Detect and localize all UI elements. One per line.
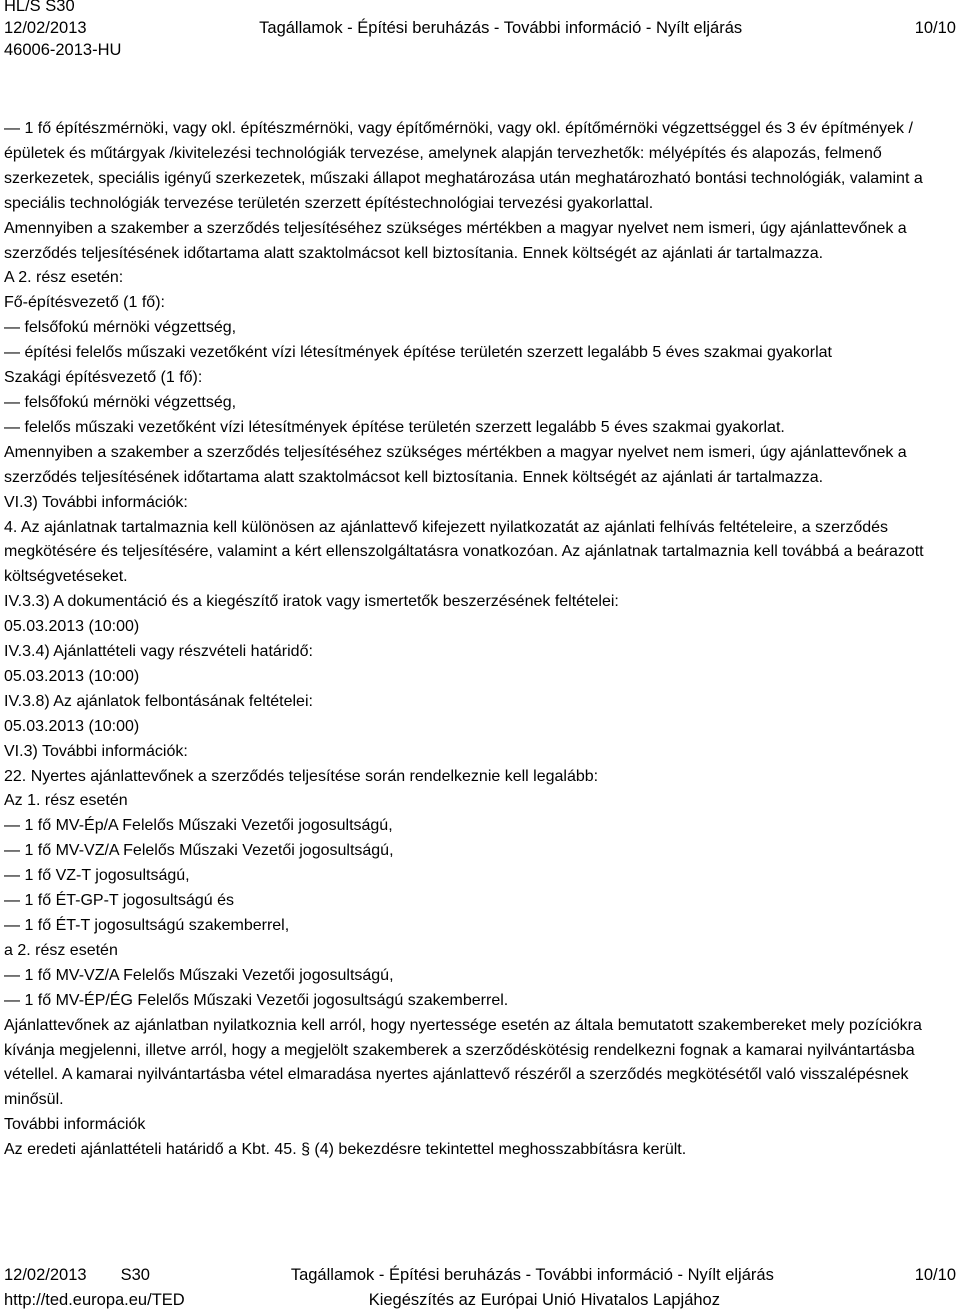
dash-list-item: — felelős műszaki vezetőként vízi létesítmények építése területén szerzett legalább 5 éves szakmai gyakorlat. [4,416,956,441]
body-paragraph: 05.03.2013 (10:00) [4,717,140,735]
footer-publisher: Kiegészítés az Európai Unió Hivatalos Lapjához [368,1291,720,1309]
body-paragraph: Szakági építésvezető (1 fő): [4,369,203,387]
body-paragraph: Amennyiben a szakember a szerződés teljesítéséhez szükséges mértékben a magyar nyelvet nem ismeri, úgy ajánlattevőnek a szerződés teljesítésének időtartama alatt szaktolmácsot kell biztosítania. Ennek költségét az ajánlati ár tartalmazza. [4,219,907,262]
footer-url[interactable]: http://ted.europa.eu/TED [4,1291,185,1309]
dash-list-item: — 1 fő ÉT-GP-T jogosultságú és [4,889,956,914]
header-title: Tagállamok - Építési beruházás - További információ - Nyílt eljárás [259,19,743,37]
footer-left [4,1264,150,1286]
body-paragraph: Az 1. rész esetén [4,792,128,810]
body-paragraph: IV.3.8) Az ajánlatok felbontásának feltételei: [4,692,313,710]
body-paragraph: 05.03.2013 (10:00) [4,618,140,636]
footer-series: S30 [120,1266,150,1284]
dash-list-item: — 1 fő MV-ÉP/ÉG Felelős Műszaki Vezetői jogosultságú szakemberrel. [4,989,956,1014]
dash-list-item: — 1 fő MV-VZ/A Felelős Műszaki Vezetői jogosultságú, [4,839,956,864]
dash-list-item: — 1 fő építészmérnöki, vagy okl. építészmérnöki, vagy építőmérnöki, vagy okl. építőmérnöki végzettséggel és 3 év építmények / épületek és műtárgyak /kivitelezési technológiák tervezése, amelynek alapján tervezhetők: mélyépítés és alapozás, felmenő szerkezetek, speciális igényű szerkezetek, műszaki állapot meghatározása után meghatározható bontási technológiák, valamint a speciális technológiák tervezése területén szerzett építéstechnológiai tervezési gyakorlattal. [4,117,956,217]
body-paragraph: Fő-építésvezető (1 fő): [4,294,165,312]
header-date: 12/02/2013 [4,19,87,37]
header-page-number: 10/10 [914,19,956,37]
body-paragraph: Ajánlattevőnek az ajánlatban nyilatkoznia kell arról, hogy nyertessége esetén az általa bemutatott szakembereket mely pozíciókra kívánja megjelenni, illetve arról, hogy a megjelölt szakemberek a szerződéskötésig rendelkezni fognak a kamarai nyilvántartásba vétellel. A kamarai nyilvántartásba vétel elmaradása nyertes ajánlattevő részéről a szerződés megkötésétől való visszalépésnek minősül. [4,1016,922,1109]
header-doc-number [4,39,956,61]
footer-row-2 [4,1289,956,1311]
body-paragraph: Az eredeti ajánlattételi határidő a Kbt. 45. § (4) bekezdésre tekintettel meghosszabbításra került. [4,1141,687,1159]
body-paragraph: VI.3) További információk: [4,493,188,511]
footer-row [4,1264,956,1286]
dash-list-item: — építési felelős műszaki vezetőként vízi létesítmények építése területén szerzett legalább 5 éves szakmai gyakorlat [4,341,956,366]
dash-list-item: — 1 fő ÉT-T jogosultságú szakemberrel, [4,914,956,939]
footer-date: 12/02/2013 [4,1266,87,1284]
body-paragraph: IV.3.3) A dokumentáció és a kiegészítő iratok vagy ismertetők beszerzésének feltételei: [4,593,619,611]
dash-list-item: — felsőfokú mérnöki végzettség, [4,316,956,341]
dash-list-item: — felsőfokú mérnöki végzettség, [4,391,956,416]
body-paragraph: 22. Nyertes ajánlattevőnek a szerződés teljesítése során rendelkeznie kell legalább: [4,767,599,785]
dash-list-item: — 1 fő MV-Ép/A Felelős Műszaki Vezetői jogosultságú, [4,814,956,839]
header-doc-type [4,0,956,17]
body-paragraph: További információk [4,1116,146,1134]
header-doc-number-text: 46006-2013-HU [4,41,122,59]
footer-page-number: 10/10 [914,1266,956,1284]
dash-list-item: — 1 fő VZ-T jogosultságú, [4,864,956,889]
header-doc-type-text: HL/S S30 [4,0,75,15]
body-paragraph: a 2. rész esetén [4,941,118,959]
footer-title: Tagállamok - Építési beruházás - További információ - Nyílt eljárás [290,1266,774,1284]
dash-list-item: — 1 fő MV-VZ/A Felelős Műszaki Vezetői jogosultságú, [4,964,956,989]
body-paragraph: A 2. rész esetén: [4,269,124,287]
document-body [4,117,956,1163]
body-paragraph: 4. Az ajánlatnak tartalmaznia kell különösen az ajánlattevő kifejezett nyilatkozatát az ajánlati felhívás feltételeire, a szerződés megkötésére és teljesítésére, valamint a kért ellenszolgáltatásra vonatkozóan. Az ajánlatnak tartalmaznia kell továbbá a beárazott költségvetéseket. [4,518,924,586]
header-row [4,17,956,39]
body-paragraph: Amennyiben a szakember a szerződés teljesítéséhez szükséges mértékben a magyar nyelvet nem ismeri, úgy ajánlattevőnek a szerződés teljesítésének időtartama alatt szaktolmácsot kell biztosítania. Ennek költségét az ajánlati ár tartalmazza. [4,443,907,486]
body-paragraph: VI.3) További információk: [4,742,188,760]
body-paragraph: 05.03.2013 (10:00) [4,667,140,685]
body-paragraph: IV.3.4) Ajánlattételi vagy részvételi határidő: [4,643,313,661]
